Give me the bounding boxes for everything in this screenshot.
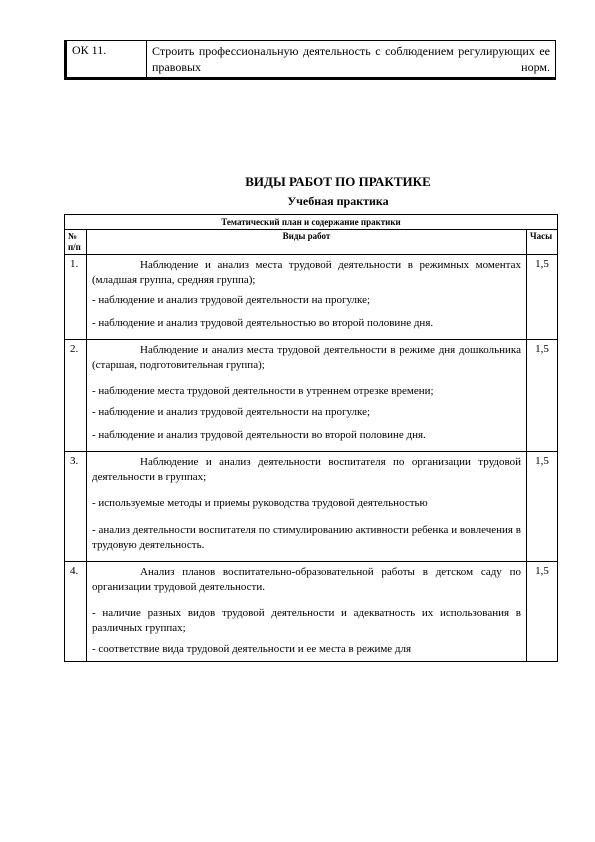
section-title: ВИДЫ РАБОТ ПО ПРАКТИКЕ [245,174,431,189]
plan-header: Тематический план и содержание практики [65,215,558,230]
row-paragraph: Наблюдение и анализ места трудовой деятельности в режимных моментах (младшая группа, средняя группа); [92,258,521,286]
row-paragraph: - наблюдение и анализ трудовой деятельностью во второй половине дня. [92,316,434,329]
row-paragraph: - наблюдение и анализ трудовой деятельности во второй половине дня. [92,428,426,441]
row-hours: 1,5 [526,254,557,339]
competency-table [64,40,556,80]
row-paragraph: - используемые методы и приемы руководства трудовой деятельностью [92,496,428,509]
competency-row [66,41,556,79]
row-paragraph: - наличие разных видов трудовой деятельности и адекватность их использования в различных группах; [92,606,521,634]
row-paragraph: Анализ планов воспитательно-образовательной работы в детском саду по организации трудовой деятельности. [92,565,521,593]
row-paragraph: - соответствие вида трудовой деятельности и ее места в режиме для [92,642,412,655]
row-number: 3. [65,451,87,561]
table-row [65,254,558,339]
row-hours: 1,5 [526,339,557,451]
column-header-row [65,230,558,255]
row-content [87,451,527,561]
row-content [87,561,527,661]
table-row [65,339,558,451]
competency-text: Строить профессиональную деятельность с соблюдением регулирующих ее правовых норм. [147,41,556,79]
plan-header-row [65,215,558,230]
table-row [65,451,558,561]
row-number: 1. [65,254,87,339]
row-number: 4. [65,561,87,661]
competency-code: ОК 11. [66,41,147,79]
column-header-num: № п/п [65,230,87,255]
row-paragraph: - наблюдение места трудовой деятельности в утреннем отрезке времени; [92,384,434,397]
column-header-hours: Часы [526,230,557,255]
section-subtitle: Учебная практика [287,194,389,208]
row-paragraph: Наблюдение и анализ деятельности воспитателя по организации трудовой деятельности в группах; [92,455,521,483]
row-content [87,254,527,339]
row-hours: 1,5 [526,561,557,661]
practice-table [64,214,558,662]
row-hours: 1,5 [526,451,557,561]
row-content [87,339,527,451]
table-row [65,561,558,661]
row-paragraph: - наблюдение и анализ трудовой деятельности на прогулке; [92,405,371,418]
row-paragraph: - наблюдение и анализ трудовой деятельности на прогулке; [92,293,371,306]
column-header-types: Виды работ [87,230,527,255]
row-number: 2. [65,339,87,451]
row-paragraph: Наблюдение и анализ места трудовой деятельности в режиме дня дошкольника (старшая, подготовительная группа); [92,343,521,371]
row-paragraph: - анализ деятельности воспитателя по стимулированию активности ребенка и вовлечения в трудовую деятельность. [92,523,521,551]
